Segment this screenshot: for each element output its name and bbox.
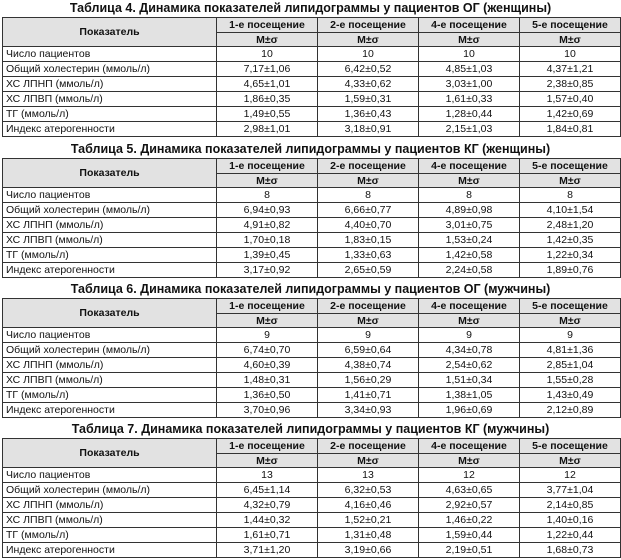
- value-cell: 9: [217, 328, 318, 343]
- visit-header: 4-е посещение: [419, 159, 520, 174]
- value-cell: 1,28±0,44: [419, 107, 520, 122]
- value-cell: 2,98±1,01: [217, 122, 318, 137]
- value-cell: 4,65±1,01: [217, 77, 318, 92]
- value-cell: 1,31±0,48: [318, 528, 419, 543]
- value-cell: 2,92±0,57: [419, 498, 520, 513]
- table-row: [3, 528, 621, 543]
- value-cell: 4,89±0,98: [419, 203, 520, 218]
- row-label: ТГ (ммоль/л): [3, 248, 217, 263]
- row-label: Число пациентов: [3, 188, 217, 203]
- visit-header: 1-е посещение: [217, 18, 318, 33]
- value-cell: 1,36±0,50: [217, 388, 318, 403]
- value-cell: 2,54±0,62: [419, 358, 520, 373]
- value-cell: 2,14±0,85: [520, 498, 621, 513]
- row-label: Общий холестерин (ммоль/л): [3, 483, 217, 498]
- value-cell: 4,10±1,54: [520, 203, 621, 218]
- value-cell: 1,57±0,40: [520, 92, 621, 107]
- value-cell: 1,96±0,69: [419, 403, 520, 418]
- indicator-header: Показатель: [3, 18, 217, 47]
- value-cell: 9: [520, 328, 621, 343]
- lipid-table: [2, 298, 621, 418]
- table-title: Таблица 7. Динамика показателей липидограммы у пациентов КГ (мужчины): [71, 422, 550, 436]
- value-cell: 1,59±0,44: [419, 528, 520, 543]
- table-row: [3, 543, 621, 558]
- value-cell: 1,70±0,18: [217, 233, 318, 248]
- value-cell: 1,83±0,15: [318, 233, 419, 248]
- stat-header: M±σ: [520, 454, 621, 468]
- row-label: ТГ (ммоль/л): [3, 528, 217, 543]
- value-cell: 1,22±0,34: [520, 248, 621, 263]
- value-cell: 1,59±0,31: [318, 92, 419, 107]
- stat-header: M±σ: [520, 33, 621, 47]
- value-cell: 1,42±0,58: [419, 248, 520, 263]
- value-cell: 1,42±0,35: [520, 233, 621, 248]
- value-cell: 4,85±1,03: [419, 62, 520, 77]
- row-label: ХС ЛПВП (ммоль/л): [3, 373, 217, 388]
- value-cell: 1,46±0,22: [419, 513, 520, 528]
- visit-header: 1-е посещение: [217, 159, 318, 174]
- value-cell: 3,71±1,20: [217, 543, 318, 558]
- table-row: [3, 403, 621, 418]
- value-cell: 1,61±0,33: [419, 92, 520, 107]
- value-cell: 3,77±1,04: [520, 483, 621, 498]
- table-row: [3, 122, 621, 137]
- row-label: ХС ЛПВП (ммоль/л): [3, 233, 217, 248]
- value-cell: 8: [520, 188, 621, 203]
- table-block: [0, 421, 621, 558]
- table-row: [3, 107, 621, 122]
- stat-header: M±σ: [318, 314, 419, 328]
- table-row: [3, 373, 621, 388]
- value-cell: 12: [419, 468, 520, 483]
- table-block: [0, 281, 621, 418]
- table-row: [3, 62, 621, 77]
- value-cell: 1,48±0,31: [217, 373, 318, 388]
- stat-header: M±σ: [217, 174, 318, 188]
- row-label: Индекс атерогенности: [3, 543, 217, 558]
- value-cell: 9: [318, 328, 419, 343]
- stat-header: M±σ: [318, 454, 419, 468]
- value-cell: 2,85±1,04: [520, 358, 621, 373]
- value-cell: 13: [318, 468, 419, 483]
- value-cell: 6,94±0,93: [217, 203, 318, 218]
- value-cell: 7,17±1,06: [217, 62, 318, 77]
- row-label: ХС ЛПНП (ммоль/л): [3, 498, 217, 513]
- value-cell: 8: [419, 188, 520, 203]
- table-row: [3, 328, 621, 343]
- value-cell: 6,66±0,77: [318, 203, 419, 218]
- row-label: ХС ЛПНП (ммоль/л): [3, 218, 217, 233]
- stat-header: M±σ: [217, 33, 318, 47]
- lipid-table: [2, 17, 621, 137]
- table-row: [3, 513, 621, 528]
- row-label: Число пациентов: [3, 328, 217, 343]
- value-cell: 1,84±0,81: [520, 122, 621, 137]
- value-cell: 4,38±0,74: [318, 358, 419, 373]
- table-title: Таблица 5. Динамика показателей липидограммы у пациентов КГ (женщины): [70, 142, 551, 156]
- value-cell: 6,32±0,53: [318, 483, 419, 498]
- value-cell: 3,34±0,93: [318, 403, 419, 418]
- row-label: ХС ЛПВП (ммоль/л): [3, 513, 217, 528]
- table-block: [0, 141, 621, 278]
- table-row: [3, 218, 621, 233]
- value-cell: 1,42±0,69: [520, 107, 621, 122]
- row-label: Индекс атерогенности: [3, 403, 217, 418]
- value-cell: 4,63±0,65: [419, 483, 520, 498]
- visit-header: 5-е посещение: [520, 159, 621, 174]
- stat-header: M±σ: [419, 33, 520, 47]
- value-cell: 1,33±0,63: [318, 248, 419, 263]
- value-cell: 1,89±0,76: [520, 263, 621, 278]
- table-row: [3, 358, 621, 373]
- row-label: Общий холестерин (ммоль/л): [3, 203, 217, 218]
- value-cell: 4,81±1,36: [520, 343, 621, 358]
- lipid-table: [2, 438, 621, 558]
- value-cell: 2,15±1,03: [419, 122, 520, 137]
- visit-header: 2-е посещение: [318, 299, 419, 314]
- value-cell: 3,70±0,96: [217, 403, 318, 418]
- value-cell: 12: [520, 468, 621, 483]
- value-cell: 6,45±1,14: [217, 483, 318, 498]
- value-cell: 6,59±0,64: [318, 343, 419, 358]
- row-label: ТГ (ммоль/л): [3, 388, 217, 403]
- value-cell: 1,22±0,44: [520, 528, 621, 543]
- visit-header: 5-е посещение: [520, 18, 621, 33]
- visit-header: 5-е посещение: [520, 299, 621, 314]
- value-cell: 4,91±0,82: [217, 218, 318, 233]
- row-label: ХС ЛПНП (ммоль/л): [3, 77, 217, 92]
- stat-header: M±σ: [217, 314, 318, 328]
- row-label: Индекс атерогенности: [3, 263, 217, 278]
- value-cell: 4,37±1,21: [520, 62, 621, 77]
- value-cell: 2,19±0,51: [419, 543, 520, 558]
- value-cell: 4,16±0,46: [318, 498, 419, 513]
- stat-header: M±σ: [520, 174, 621, 188]
- visit-header: 4-е посещение: [419, 18, 520, 33]
- lipid-table: [2, 158, 621, 278]
- value-cell: 4,33±0,62: [318, 77, 419, 92]
- value-cell: 2,24±0,58: [419, 263, 520, 278]
- row-label: ХС ЛПНП (ммоль/л): [3, 358, 217, 373]
- value-cell: 13: [217, 468, 318, 483]
- value-cell: 1,36±0,43: [318, 107, 419, 122]
- value-cell: 4,34±0,78: [419, 343, 520, 358]
- value-cell: 8: [318, 188, 419, 203]
- visit-header: 5-е посещение: [520, 439, 621, 454]
- value-cell: 4,40±0,70: [318, 218, 419, 233]
- value-cell: 2,48±1,20: [520, 218, 621, 233]
- visit-header: 4-е посещение: [419, 439, 520, 454]
- value-cell: 8: [217, 188, 318, 203]
- table-block: [0, 0, 621, 137]
- table-row: [3, 92, 621, 107]
- visit-header: 2-е посещение: [318, 18, 419, 33]
- indicator-header: Показатель: [3, 159, 217, 188]
- value-cell: 2,65±0,59: [318, 263, 419, 278]
- stat-header: M±σ: [419, 314, 520, 328]
- value-cell: 1,61±0,71: [217, 528, 318, 543]
- row-label: Число пациентов: [3, 47, 217, 62]
- value-cell: 1,49±0,55: [217, 107, 318, 122]
- row-label: ХС ЛПВП (ммоль/л): [3, 92, 217, 107]
- value-cell: 3,03±1,00: [419, 77, 520, 92]
- row-label: Общий холестерин (ммоль/л): [3, 62, 217, 77]
- value-cell: 1,51±0,34: [419, 373, 520, 388]
- value-cell: 1,56±0,29: [318, 373, 419, 388]
- table-row: [3, 468, 621, 483]
- value-cell: 1,39±0,45: [217, 248, 318, 263]
- value-cell: 1,53±0,24: [419, 233, 520, 248]
- value-cell: 4,60±0,39: [217, 358, 318, 373]
- value-cell: 3,17±0,92: [217, 263, 318, 278]
- value-cell: 10: [520, 47, 621, 62]
- value-cell: 1,68±0,73: [520, 543, 621, 558]
- table-title: Таблица 4. Динамика показателей липидограммы у пациентов ОГ (женщины): [69, 1, 552, 15]
- value-cell: 1,52±0,21: [318, 513, 419, 528]
- table-row: [3, 77, 621, 92]
- table-title: Таблица 6. Динамика показателей липидограммы у пациентов ОГ (мужчины): [70, 282, 551, 296]
- stat-header: M±σ: [520, 314, 621, 328]
- indicator-header: Показатель: [3, 439, 217, 468]
- visit-header: 2-е посещение: [318, 159, 419, 174]
- stat-header: M±σ: [419, 174, 520, 188]
- stat-header: M±σ: [419, 454, 520, 468]
- value-cell: 2,12±0,89: [520, 403, 621, 418]
- value-cell: 1,38±1,05: [419, 388, 520, 403]
- value-cell: 1,55±0,28: [520, 373, 621, 388]
- value-cell: 10: [419, 47, 520, 62]
- value-cell: 2,38±0,85: [520, 77, 621, 92]
- value-cell: 3,01±0,75: [419, 218, 520, 233]
- value-cell: 10: [217, 47, 318, 62]
- stat-header: M±σ: [318, 174, 419, 188]
- value-cell: 10: [318, 47, 419, 62]
- indicator-header: Показатель: [3, 299, 217, 328]
- table-row: [3, 188, 621, 203]
- value-cell: 1,40±0,16: [520, 513, 621, 528]
- table-row: [3, 203, 621, 218]
- value-cell: 9: [419, 328, 520, 343]
- table-row: [3, 263, 621, 278]
- value-cell: 6,74±0,70: [217, 343, 318, 358]
- visit-header: 2-е посещение: [318, 439, 419, 454]
- value-cell: 3,19±0,66: [318, 543, 419, 558]
- visit-header: 4-е посещение: [419, 299, 520, 314]
- row-label: Общий холестерин (ммоль/л): [3, 343, 217, 358]
- visit-header: 1-е посещение: [217, 439, 318, 454]
- stat-header: M±σ: [318, 33, 419, 47]
- row-label: ТГ (ммоль/л): [3, 107, 217, 122]
- value-cell: 3,18±0,91: [318, 122, 419, 137]
- table-row: [3, 248, 621, 263]
- row-label: Индекс атерогенности: [3, 122, 217, 137]
- table-row: [3, 483, 621, 498]
- value-cell: 6,42±0,52: [318, 62, 419, 77]
- value-cell: 1,86±0,35: [217, 92, 318, 107]
- value-cell: 1,41±0,71: [318, 388, 419, 403]
- value-cell: 1,44±0,32: [217, 513, 318, 528]
- table-row: [3, 233, 621, 248]
- value-cell: 4,32±0,79: [217, 498, 318, 513]
- table-row: [3, 343, 621, 358]
- stat-header: M±σ: [217, 454, 318, 468]
- table-row: [3, 47, 621, 62]
- row-label: Число пациентов: [3, 468, 217, 483]
- value-cell: 1,43±0,49: [520, 388, 621, 403]
- visit-header: 1-е посещение: [217, 299, 318, 314]
- table-row: [3, 498, 621, 513]
- table-row: [3, 388, 621, 403]
